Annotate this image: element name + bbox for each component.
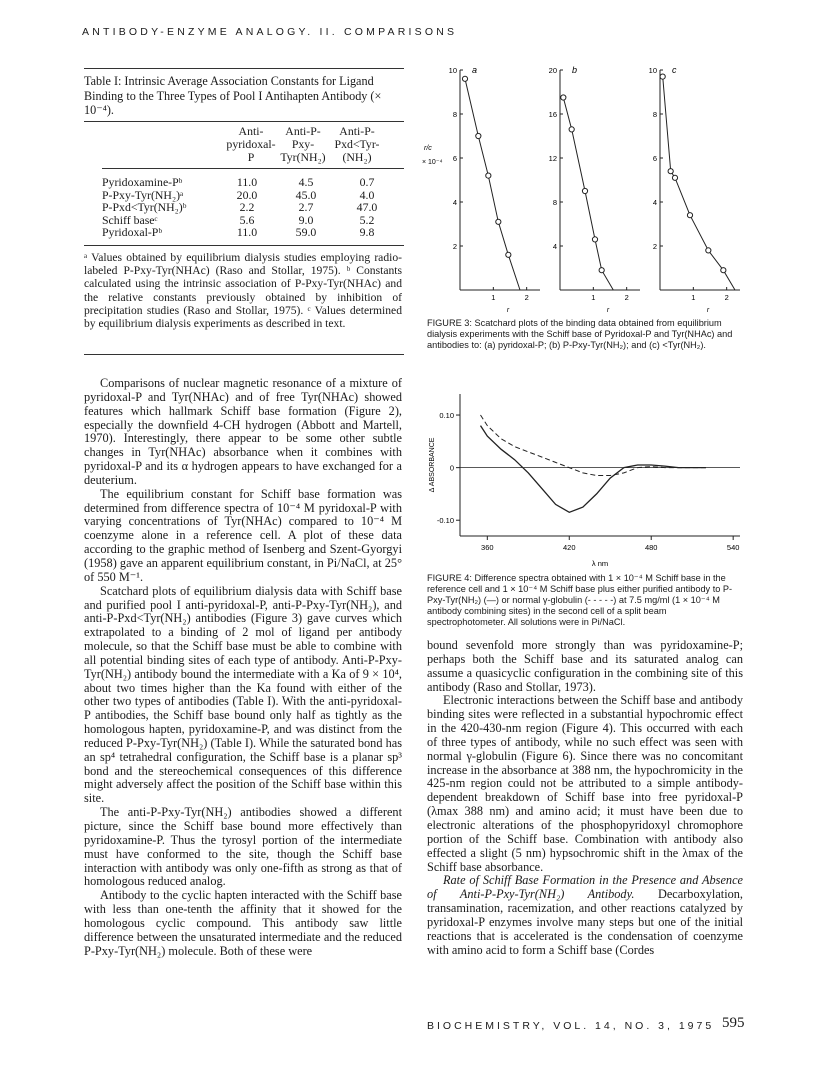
y-tick-label: 0.10	[439, 411, 454, 421]
data-point	[561, 95, 566, 100]
x-tick-label: 1	[491, 293, 496, 302]
data-point	[476, 133, 481, 138]
fit-curve	[563, 98, 613, 291]
x-tick-label: 1	[591, 293, 596, 302]
paragraph: The anti-P-Pxy-Tyr(NH₂) antibodies showed a different picture, since the Schiff base bound more effectively than pyridoxamine-P. Thus the tyrosyl portion of the intermediate must have conformed to the site, though the Schiff base interaction with antibody was only one-fifth as strong as that of homologous reduced analog.	[84, 805, 402, 889]
y-axis-unit: × 10⁻⁴	[422, 159, 443, 166]
table-row: Pyridoxal-Pᵇ 11.0 59.0 9.8	[102, 225, 375, 240]
data-point	[592, 237, 597, 242]
data-point	[582, 188, 587, 193]
x-tick-label: 2	[724, 293, 729, 302]
data-point	[496, 219, 501, 224]
data-point	[672, 175, 677, 180]
antibody-spectrum-line	[481, 426, 706, 513]
x-tick-label: 540	[726, 543, 740, 552]
y-tick-label: 4	[452, 198, 457, 207]
y-tick-label: 10	[648, 66, 657, 75]
data-point	[506, 252, 511, 257]
data-point	[660, 74, 665, 79]
data-point	[668, 169, 673, 174]
running-head: ANTIBODY-ENZYME ANALOGY. II. COMPARISONS	[82, 26, 458, 38]
table-row: Schiff baseᶜ 5.6 9.0 5.2	[102, 212, 375, 227]
data-point	[721, 268, 726, 273]
data-point	[462, 76, 467, 81]
table-col-header-2: Anti-P- Pxy- Tyr(NH₂)	[280, 124, 326, 164]
journal-footer: BIOCHEMISTRY, VOL. 14, NO. 3, 1975	[427, 1020, 715, 1032]
table-row: P-Pxd<Tyr(NH₂)ᵇ 2.2 2.7 47.0	[102, 200, 378, 215]
paragraph: Scatchard plots of equilibrium dialysis data with Schiff base and purified pool I anti-pyridoxal-P, anti-P-Pxy-Tyr(NH₂), and anti-P-Pxd<Tyr(NH₂) antibodies (Figure 3) gave curves which extrapolated to a binding of 2 mol of ligand per antibody molecule, so that the Schiff base must be able to combine with all potential binding sites of each type of antibody. Anti-P-Pxy-Tyr(NH₂) antibody bound the intermediate with a Ka of 9 × 10⁴, about two times higher than the Ka found with either of the other two types of antibodies (Table I). With the anti-pyridoxal-P antibodies, the Schiff base bound only half as tightly as the homologous hapten, pyridoxamine-P, and was distinct from the reduced P-Pxy-Tyr(NH₂) (Table I). While the saturated bond has an sp⁴ tetrahedral configuration, the Schiff base is a planar sp³ bond and the stereochemical consequences of this difference might adversely affect the position of the Schiff base within this site.	[84, 583, 402, 806]
binding-constants-table	[102, 176, 396, 239]
x-tick-label: 360	[481, 543, 494, 552]
y-tick-label: 10	[448, 66, 457, 75]
table-col-header-1: Anti- pyridoxal- P	[226, 124, 276, 164]
x-tick-label: 2	[624, 293, 629, 302]
paragraph: Comparisons of nuclear magnetic resonance of a mixture of pyridoxal-P and Tyr(NHAc) and of free Tyr(NHAc) showed features which hallmark Schiff base formation (Figure 2), especially the downfield 4-CH hydrogen (Abbott and Martell, 1970). Interestingly, there appear to be some other subtle changes in Tyr(NHAc) absorbance when it combines with pyridoxal-P and its α hydrogen appears to have exchanged for a deuterium.	[84, 376, 402, 487]
table-footnote: ᵃ Values obtained by equilibrium dialysis studies employing radio-labeled P-Pxy-Tyr(NHAc) (Raso and Stollar, 1975). ᵇ Constants calculated using the intrinsic association of P-Pxy-Tyr(NHAc) and the relative constants previously obtained by inhibition of precipitation studies (Raso and Stollar, 1975). ᶜ Values determined by equilibrium dialysis experiments as described in text.	[84, 251, 402, 331]
y-tick-label: 4	[552, 242, 557, 251]
y-tick-label: 16	[548, 110, 557, 119]
figure-3-caption: FIGURE 3: Scatchard plots of the binding data obtained from equilibrium dialysis experiments with the Schiff base of Pyridoxal-P and Tyr(NHAc) and antibodies to: (a) pyridoxal-P; (b) P-Pxy-Tyr(NH₂); and (c) <Tyr(NH₂).	[427, 318, 733, 350]
figure-4-caption: FIGURE 4: Difference spectra obtained with 1 × 10⁻⁴ M Schiff base in the reference cell and 1 × 10⁻⁴ M Schiff base plus either purified antibody to P-Pxy-Tyr(NH₂) (—) or normal γ-globulin (- - - - -) at 7.5 mg/ml (1 × 10⁻⁴ M antibody combining sites) in the second cell of a split beam spectrophotometer. All solutions were in Pi/NaCl.	[427, 573, 733, 627]
fit-curve	[663, 77, 735, 290]
data-point	[706, 248, 711, 253]
paragraph: The equilibrium constant for Schiff base formation was determined from difference spectra of 10⁻⁴ M pyridoxal-P with varying concentrations of Tyr(NHAc) compared to 10⁻⁴ M coenzyme alone in a reference cell. A plot of these data according to the graphic method of Isenberg and Szent-Gyorgyi (1958) gave an apparent equilibrium constant, in Pi/NaCl, at 25° of 550 M⁻¹.	[84, 486, 402, 584]
y-tick-label: 8	[452, 110, 457, 119]
table-row: P-Pxy-Tyr(NH₂)ᵃ 20.0 45.0 4.0	[102, 187, 375, 202]
right-column-text	[427, 639, 743, 957]
table-header-rule	[102, 168, 404, 169]
panel-letter: b	[572, 65, 578, 75]
panel-letter: c	[672, 65, 677, 75]
figure-3-plot-area	[422, 65, 740, 314]
paragraph: Electronic interactions between the Schiff base and antibody binding sites were reflected in a substantial hypochromic effect in the 420-430-nm region (Figure 4). This occurred with each of three types of antibody, while no such effect was seen with normal γ-globulin (Figure 6). Since there was no concomitant increase in the absorbance at 388 nm, the hypochromicity in the 425-nm region could not be attributed to a simple antibody-dependent breakdown of Schiff base into free pyridoxal-P (λmax 388 nm) and amino acid; it must have been due to electronic alterations of the phosphopyridoxyl chromophore portion of the Schiff base. Combination with antibody also effected a slight (5 nm) hypsochromic shift in the λmax of the Schiff base absorbance.	[427, 693, 743, 874]
y-axis-label: Δ ABSORBANCE	[429, 437, 436, 493]
y-tick-label: 2	[452, 242, 457, 251]
y-axis-label: r/c	[424, 145, 432, 152]
panel-letter: a	[472, 65, 478, 75]
y-tick-label: -0.10	[436, 516, 454, 526]
y-tick-label: 0	[449, 463, 454, 473]
y-tick-label: 8	[552, 198, 557, 207]
paragraph: Antibody to the cyclic hapten interacted with the Schiff base with less than one-tenth the affinity that it showed for the homologous cyclic compound. This antibody saw little difference between the unsaturated intermediate and the reduced P-Pxy-Tyr(NH₂) molecule. Both of these were	[84, 888, 402, 958]
data-point	[486, 173, 491, 178]
x-tick-label: 2	[524, 293, 529, 302]
table-row: Pyridoxamine-Pᵇ 11.0 4.5 0.7	[102, 175, 375, 189]
paragraph: Rate of Schiff Base Formation in the Presence and Absence of Anti-P-Pxy-Tyr(NH₂) Antibody. Decarboxylation, transamination, racemization, and other reactions catalyzed by pyridoxal-P enzymes involve many steps but one of the initial reactions that is accelerated is the condensation of coenzyme with amino acid to form a Schiff base (Cordes	[427, 873, 743, 957]
table-top-rule	[84, 68, 404, 69]
data-point	[569, 127, 574, 132]
x-tick-label: 480	[644, 543, 658, 552]
y-tick-label: 8	[652, 110, 657, 119]
table-caption: Table I: Intrinsic Average Association Constants for Ligand Binding to the Three Types of Pool I Antihapten Antibody (× 10⁻⁴).	[84, 74, 382, 117]
y-tick-label: 2	[652, 242, 657, 251]
y-tick-label: 12	[548, 154, 557, 163]
data-point	[687, 213, 692, 218]
table-bottom-rule	[84, 245, 404, 246]
x-axis-label: r	[506, 307, 510, 314]
left-column-text	[84, 377, 402, 958]
figure-4-plot-area	[429, 394, 740, 568]
y-tick-label: 20	[548, 66, 557, 75]
y-tick-label: 6	[452, 154, 457, 163]
figure-4-difference-spectra	[420, 388, 750, 570]
table-end-rule	[84, 354, 404, 355]
x-tick-label: 420	[563, 543, 576, 552]
x-axis-label: r	[606, 307, 610, 314]
x-tick-label: 1	[691, 293, 696, 302]
x-axis-label: λ nm	[591, 559, 609, 568]
table-col-header-3: Anti-P- Pxd<Tyr- (NH₂)	[334, 124, 380, 164]
x-axis-label: r	[706, 307, 710, 314]
y-tick-label: 6	[652, 154, 657, 163]
fit-curve	[465, 79, 520, 290]
y-tick-label: 4	[652, 198, 657, 207]
table-caption-rule	[84, 121, 404, 122]
figure-3-scatchard-plots	[420, 58, 750, 316]
section-run-in-head: Rate of Schiff Base Formation in the Presence and Absence of Anti-P-Pxy-Tyr(NH₂) Antibody.	[427, 873, 743, 902]
paragraph: bound sevenfold more strongly than was pyridoxamine-P; perhaps both the Schiff base and its saturated analog can assume a quasicyclic configuration in the combining site of this antibody (Raso and Stollar, 1973).	[427, 638, 743, 694]
page-number: 595	[722, 1015, 745, 1031]
data-point	[599, 268, 604, 273]
